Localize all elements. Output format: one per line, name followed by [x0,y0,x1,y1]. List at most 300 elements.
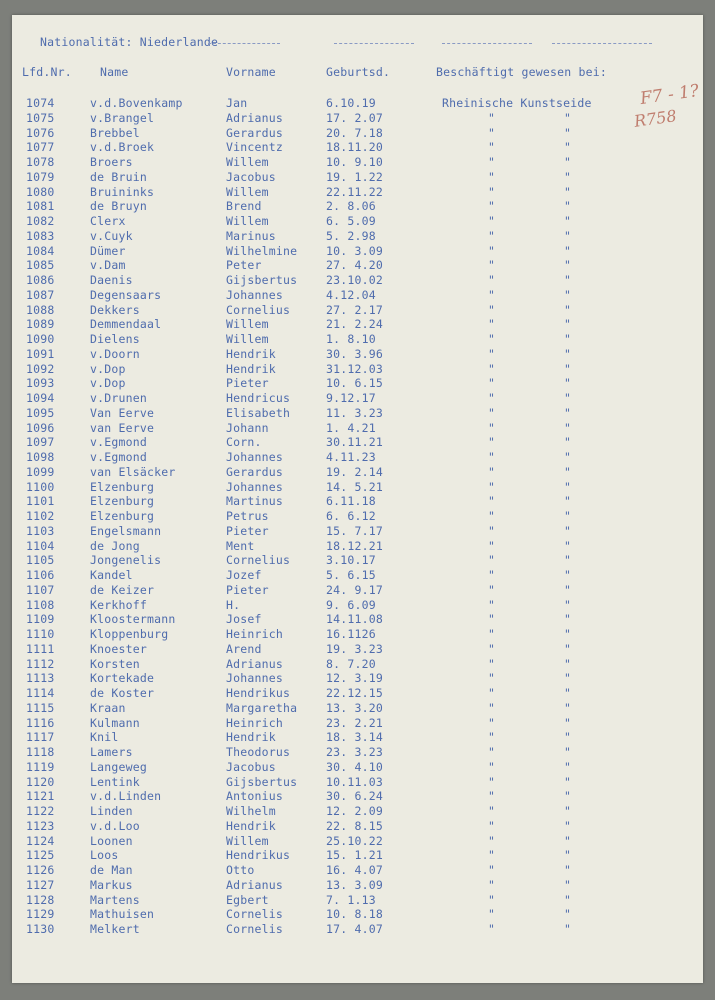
row-first-name: Margaretha [226,700,298,715]
row-number: 1084 [26,243,55,258]
row-first-name: Willem [226,184,269,199]
row-surname: v.d.Bovenkamp [90,96,183,110]
row-number: 1104 [26,538,55,553]
ditto-mark: " [488,155,496,169]
ditto-mark: " [564,715,572,730]
row-surname: v.Egmond [90,435,147,450]
row-number: 1128 [26,892,55,907]
row-birth-date: 2. 8.06 [326,199,376,214]
row-number: 1095 [26,405,55,420]
row-number: 1124 [26,833,55,848]
ditto-mark: " [564,420,572,435]
table-row [12,524,703,538]
ditto-mark: " [564,907,572,922]
table-row [12,406,703,420]
row-surname: Kloppenburg [90,627,169,641]
row-number: 1074 [26,96,55,110]
ditto-mark: " [564,582,572,597]
row-surname: v.Dam [90,258,126,273]
row-number: 1115 [26,700,55,715]
ditto-mark: " [488,641,496,656]
row-surname: Engelsmann [90,523,162,538]
ditto-mark: " [564,464,572,479]
row-surname: Degensaars [90,287,162,302]
row-birth-date: 5. 2.98 [326,228,376,243]
row-birth-date: 15. 1.21 [326,848,383,863]
table-row [12,730,703,744]
row-surname: v.d.Loo [90,818,140,833]
ditto-mark: " [564,479,572,494]
ditto-mark: " [564,273,572,287]
ditto-mark: " [488,317,496,332]
row-birth-date: 19. 3.23 [326,641,383,656]
row-birth-date: 10. 3.09 [326,243,383,258]
ditto-mark: " [564,627,572,641]
row-birth-date: 15. 7.17 [326,523,383,538]
column-header-birth-date: Geburtsd. [326,65,391,79]
row-first-name: Hendrikus [226,686,291,700]
table-row [12,657,703,671]
ditto-mark: " [488,479,496,494]
row-surname: Jongenelis [90,553,162,568]
ditto-mark: " [488,582,496,597]
row-first-name: Johannes [226,450,283,464]
row-birth-date: 13. 3.20 [326,700,383,715]
ditto-mark: " [488,391,496,405]
table-row [12,863,703,877]
row-number: 1097 [26,435,55,450]
row-surname: v.d.Broek [90,140,155,155]
row-first-name: Jacobus [226,169,276,184]
table-row [12,642,703,656]
row-first-name: Jan [226,96,248,110]
ditto-mark: " [564,612,572,627]
ditto-mark: " [564,597,572,612]
ditto-mark: " [564,376,572,391]
row-first-name: Adrianus [226,877,283,892]
table-row [12,170,703,184]
row-birth-date: 27. 4.20 [326,258,383,273]
ditto-mark: " [488,199,496,214]
table-row [12,347,703,361]
row-birth-date: 10. 8.18 [326,907,383,922]
row-birth-date: 9.12.17 [326,391,376,405]
row-birth-date: 14.11.08 [326,612,383,627]
row-surname: Loos [90,848,119,863]
row-first-name: Jozef [226,568,262,582]
row-first-name: Heinrich [226,715,283,730]
row-first-name: Cornelius [226,302,291,317]
row-surname: Kloostermann [90,612,176,627]
ditto-mark: " [488,922,496,936]
row-birth-date: 13. 3.09 [326,877,383,892]
ditto-mark: " [488,243,496,258]
row-surname: Martens [90,892,140,907]
row-first-name: Johannes [226,671,283,686]
row-number: 1107 [26,582,55,597]
row-surname: Mathuisen [90,907,155,922]
ditto-mark: " [488,346,496,361]
row-birth-date: 30. 6.24 [326,789,383,804]
row-surname: Loonen [90,833,133,848]
row-birth-date: 10. 6.15 [326,376,383,391]
row-birth-date: 6.10.19 [326,96,376,110]
table-row [12,775,703,789]
table-row [12,362,703,376]
ditto-mark: " [488,804,496,818]
table-row [12,421,703,435]
row-number: 1111 [26,641,55,656]
row-number: 1114 [26,686,55,700]
row-first-name: Heinrich [226,627,283,641]
row-number: 1088 [26,302,55,317]
row-surname: de Keizer [90,582,155,597]
ditto-mark: " [488,877,496,892]
row-surname: Elzenburg [90,509,155,523]
row-number: 1119 [26,759,55,774]
row-first-name: Marinus [226,228,276,243]
table-row [12,273,703,287]
row-number: 1086 [26,273,55,287]
table-row [12,199,703,213]
row-first-name: Adrianus [226,110,283,125]
row-number: 1093 [26,376,55,391]
row-number: 1123 [26,818,55,833]
row-number: 1092 [26,361,55,376]
row-first-name: Josef [226,612,262,627]
row-birth-date: 14. 5.21 [326,479,383,494]
row-first-name: Cornelis [226,922,283,936]
row-first-name: H. [226,597,241,612]
row-birth-date: 21. 2.24 [326,317,383,332]
ditto-mark: " [564,804,572,818]
row-surname: Knoester [90,641,147,656]
ditto-mark: " [564,863,572,877]
row-birth-date: 17. 4.07 [326,922,383,936]
row-first-name: Wilhelm [226,804,276,818]
ditto-mark: " [564,523,572,538]
row-number: 1075 [26,110,55,125]
row-number: 1118 [26,745,55,759]
ditto-mark: " [564,346,572,361]
row-surname: Kortekade [90,671,155,686]
table-row [12,553,703,567]
row-first-name: Cornelius [226,553,291,568]
table-row [12,303,703,317]
handwritten-annotation: R758 [632,106,678,131]
table-row [12,465,703,479]
row-first-name: Arend [226,641,262,656]
ditto-mark: " [488,169,496,184]
row-number: 1098 [26,450,55,464]
ditto-mark: " [564,509,572,523]
table-row [12,509,703,523]
ditto-mark: " [564,553,572,568]
row-first-name: Willem [226,317,269,332]
row-surname: Kandel [90,568,133,582]
row-birth-date: 11. 3.23 [326,405,383,420]
row-surname: Markus [90,877,133,892]
row-first-name: Willem [226,833,269,848]
row-surname: v.Dop [90,361,126,376]
table-row [12,244,703,258]
row-birth-date: 30. 4.10 [326,759,383,774]
row-number: 1109 [26,612,55,627]
row-first-name: Ment [226,538,255,553]
column-header-employer: Beschäftigt gewesen bei: [436,65,607,79]
table-row [12,834,703,848]
row-birth-date: 3.10.17 [326,553,376,568]
row-number: 1108 [26,597,55,612]
row-birth-date: 18. 3.14 [326,730,383,745]
row-birth-date: 10. 9.10 [326,155,383,169]
ditto-mark: " [564,892,572,907]
row-birth-date: 18.12.21 [326,538,383,553]
ditto-mark: " [564,922,572,936]
ditto-mark: " [488,125,496,140]
row-number: 1085 [26,258,55,273]
row-first-name: Vincentz [226,140,283,155]
table-row [12,288,703,302]
ditto-mark: " [488,789,496,804]
row-first-name: Johann [226,420,269,435]
row-first-name: Pieter [226,523,269,538]
table-row [12,111,703,125]
row-birth-date: 23.10.02 [326,273,383,287]
row-number: 1077 [26,140,55,155]
row-first-name: Cornelis [226,907,283,922]
ditto-mark: " [488,140,496,155]
row-number: 1110 [26,627,55,641]
ditto-mark: " [564,848,572,863]
ditto-mark: " [564,110,572,125]
ditto-mark: " [488,332,496,346]
header-dashed-rule [552,43,652,44]
ditto-mark: " [488,892,496,907]
row-first-name: Wilhelmine [226,243,298,258]
ditto-mark: " [488,110,496,125]
table-row [12,804,703,818]
ditto-mark: " [488,523,496,538]
row-first-name: Petrus [226,509,269,523]
ditto-mark: " [488,258,496,273]
row-first-name: Johannes [226,479,283,494]
ditto-mark: " [488,833,496,848]
row-number: 1102 [26,509,55,523]
ditto-mark: " [564,302,572,317]
ditto-mark: " [564,730,572,745]
row-number: 1112 [26,656,55,671]
table-row [12,907,703,921]
row-birth-date: 1. 4.21 [326,420,376,435]
document-sheet [12,15,703,983]
row-birth-date: 7. 1.13 [326,892,376,907]
row-birth-date: 24. 9.17 [326,582,383,597]
row-number: 1130 [26,922,55,936]
row-number: 1100 [26,479,55,494]
table-row [12,185,703,199]
row-birth-date: 23. 2.21 [326,715,383,730]
row-birth-date: 19. 2.14 [326,464,383,479]
row-surname: Broers [90,155,133,169]
row-first-name: Hendrik [226,730,276,745]
ditto-mark: " [488,627,496,641]
ditto-mark: " [564,494,572,509]
row-surname: de Bruyn [90,199,147,214]
row-birth-date: 4.12.04 [326,287,376,302]
row-surname: Dekkers [90,302,140,317]
row-surname: de Bruin [90,169,147,184]
row-birth-date: 10.11.03 [326,774,383,789]
row-number: 1080 [26,184,55,199]
ditto-mark: " [488,863,496,877]
row-first-name: Gijsbertus [226,774,298,789]
ditto-mark: " [488,273,496,287]
row-surname: Kulmann [90,715,140,730]
row-birth-date: 8. 7.20 [326,656,376,671]
row-first-name: Hendrik [226,818,276,833]
table-row [12,539,703,553]
ditto-mark: " [488,597,496,612]
table-row [12,701,703,715]
nationality-header: Nationalität: Niederlande [40,35,219,49]
table-row [12,745,703,759]
table-row [12,612,703,626]
handwritten-annotation: F7 - 1? [638,80,701,110]
ditto-mark: " [564,538,572,553]
ditto-mark: " [488,907,496,922]
row-number: 1099 [26,464,55,479]
row-birth-date: 6. 5.09 [326,214,376,228]
table-row [12,229,703,243]
ditto-mark: " [488,450,496,464]
ditto-mark: " [488,568,496,582]
ditto-mark: " [488,538,496,553]
ditto-mark: " [564,405,572,420]
ditto-mark: " [488,376,496,391]
ditto-mark: " [564,361,572,376]
header-dashed-rule [442,43,532,44]
row-number: 1122 [26,804,55,818]
row-number: 1113 [26,671,55,686]
ditto-mark: " [488,494,496,509]
table-row [12,480,703,494]
column-header-number: Lfd.Nr. [22,65,72,79]
row-surname: v.d.Linden [90,789,162,804]
row-surname: v.Cuyk [90,228,133,243]
row-first-name: Hendricus [226,391,291,405]
table-row [12,391,703,405]
row-first-name: Egbert [226,892,269,907]
row-first-name: Brend [226,199,262,214]
ditto-mark: " [488,287,496,302]
ditto-mark: " [564,199,572,214]
table-row [12,686,703,700]
row-surname: v.Egmond [90,450,147,464]
row-first-name: Gijsbertus [226,273,298,287]
row-surname: de Koster [90,686,155,700]
table-row [12,155,703,169]
ditto-mark: " [488,509,496,523]
row-first-name: Gerardus [226,125,283,140]
row-surname: v.Dop [90,376,126,391]
row-birth-date: 31.12.03 [326,361,383,376]
row-first-name: Theodorus [226,745,291,759]
ditto-mark: " [564,287,572,302]
row-first-name: Willem [226,332,269,346]
row-birth-date: 6. 6.12 [326,509,376,523]
row-first-name: Hendrikus [226,848,291,863]
table-row [12,96,703,110]
column-header-first-name: Vorname [226,65,276,79]
row-first-name: Martinus [226,494,283,509]
row-surname: Elzenburg [90,479,155,494]
row-birth-date: 6.11.18 [326,494,376,509]
row-number: 1096 [26,420,55,435]
ditto-mark: " [488,420,496,435]
row-birth-date: 27. 2.17 [326,302,383,317]
ditto-mark: " [564,391,572,405]
row-birth-date: 22. 8.15 [326,818,383,833]
row-birth-date: 1. 8.10 [326,332,376,346]
row-surname: de Man [90,863,133,877]
table-row [12,568,703,582]
row-birth-date: 19. 1.22 [326,169,383,184]
table-row [12,893,703,907]
ditto-mark: " [564,774,572,789]
header-dashed-rule [334,43,414,44]
row-number: 1121 [26,789,55,804]
row-birth-date: 9. 6.09 [326,597,376,612]
employer-name: Rheinische Kunstseide [442,96,592,110]
row-number: 1106 [26,568,55,582]
ditto-mark: " [564,789,572,804]
row-surname: Kerkhoff [90,597,147,612]
ditto-mark: " [488,228,496,243]
ditto-mark: " [488,184,496,199]
row-surname: Clerx [90,214,126,228]
row-birth-date: 16.1126 [326,627,376,641]
row-birth-date: 12. 2.09 [326,804,383,818]
ditto-mark: " [564,184,572,199]
table-row [12,922,703,936]
row-first-name: Pieter [226,582,269,597]
table-row [12,716,703,730]
row-birth-date: 22.12.15 [326,686,383,700]
table-row [12,819,703,833]
row-number: 1116 [26,715,55,730]
row-number: 1120 [26,774,55,789]
table-row [12,435,703,449]
ditto-mark: " [564,228,572,243]
table-row [12,494,703,508]
ditto-mark: " [564,641,572,656]
row-birth-date: 25.10.22 [326,833,383,848]
row-first-name: Elisabeth [226,405,291,420]
ditto-mark: " [564,243,572,258]
ditto-mark: " [488,302,496,317]
ditto-mark: " [564,833,572,848]
ditto-mark: " [488,656,496,671]
row-surname: de Jong [90,538,140,553]
row-first-name: Otto [226,863,255,877]
row-first-name: Antonius [226,789,283,804]
row-surname: Lamers [90,745,133,759]
table-row [12,317,703,331]
ditto-mark: " [564,435,572,450]
table-row [12,258,703,272]
table-row [12,376,703,390]
